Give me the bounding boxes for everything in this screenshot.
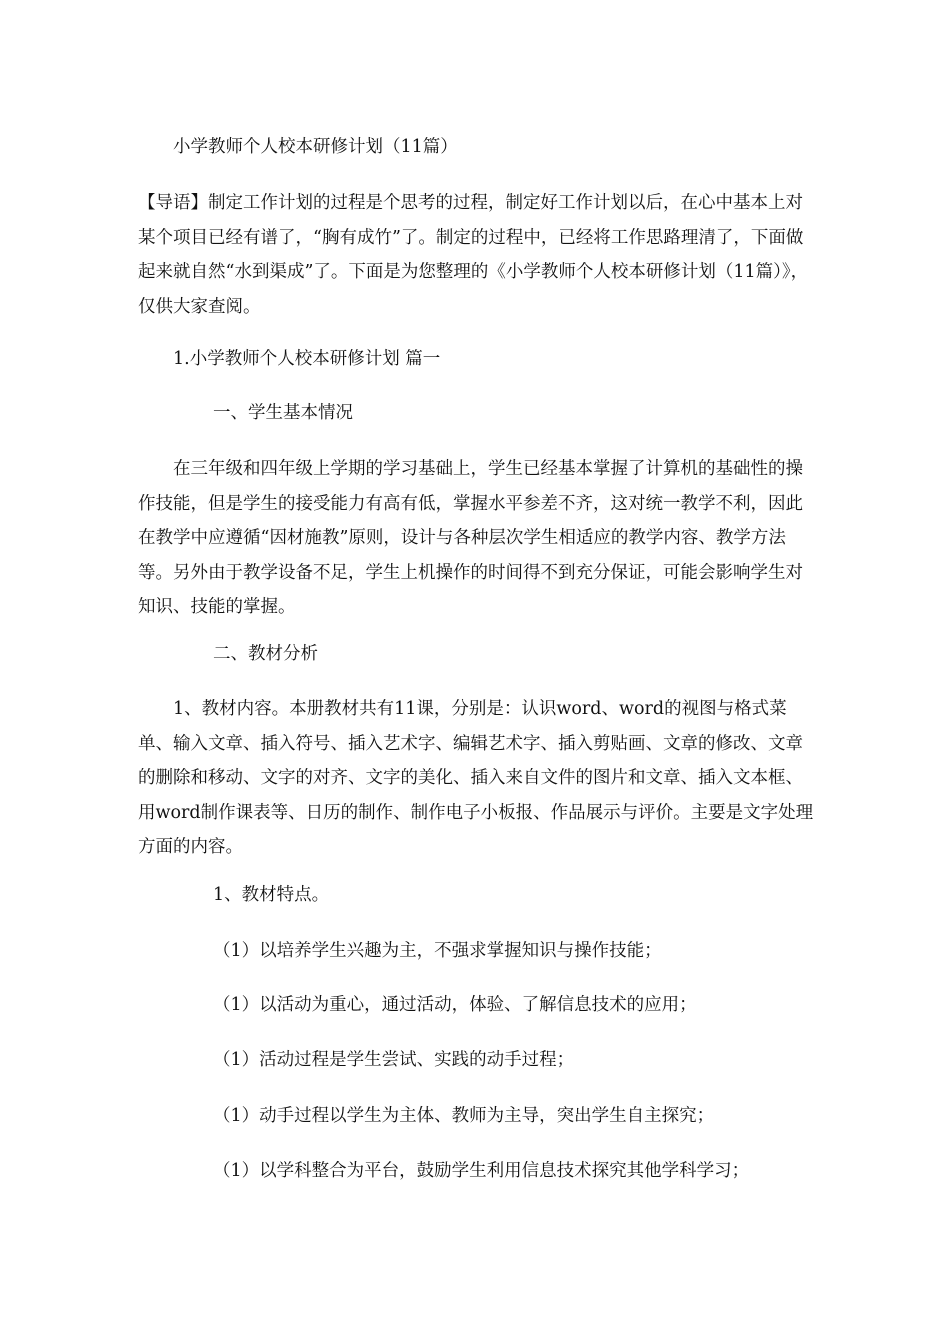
intro-paragraph: 【导语】制定工作计划的过程是个思考的过程，制定好工作计划以后，在心中基本上对某个项目已经有谱了，“胸有成竹”了。制定的过程中，已经将工作思路理清了，下面做起来就自然“水到渠成”了。下面是为您整理的《小学教师个人校本研修计划（11篇）》，仅供大家查阅。 [138, 193, 809, 317]
student-situation-paragraph: 在三年级和四年级上学期的学习基础上，学生已经基本掌握了计算机的基础性的操作技能，但是学生的接受能力有高有低，掌握水平参差不齐，这对统一教学不利，因此在教学中应遵循“因材施教”原则，设计与各种层次学生相适应的教学内容、教学方法等。另外由于教学设备不足，学生上机操作的时间得不到充分保证，可能会影响学生对知识、技能的掌握。 [138, 459, 803, 617]
list-item: （1）以活动为重心，通过活动，体验、了解信息技术的应用； [213, 995, 697, 1015]
section-heading: 1.小学教师个人校本研修计划 篇一 [173, 349, 441, 369]
document-title: 小学教师个人校本研修计划（11篇） [173, 137, 458, 157]
heading-textbook-analysis: 二、教材分析 [213, 644, 318, 664]
list-item: （1）以学科整合为平台，鼓励学生利用信息技术探究其他学科学习； [213, 1161, 750, 1181]
list-item: （1）动手过程以学生为主体、教师为主导，突出学生自主探究； [213, 1106, 715, 1126]
list-item: （1）以培养学生兴趣为主，不强求掌握知识与操作技能； [213, 941, 662, 961]
textbook-content-paragraph: 1、教材内容。本册教材共有11课，分别是：认识word、word的视图与格式菜单、输入文章、插入符号、插入艺术字、编辑艺术字、插入剪贴画、文章的修改、文章的删除和移动、文字的对齐、文字的美化、插入来自文件的图片和文章、插入文本框、用word制作课表等、日历的制作、制作电子小板报、作品展示与评价。主要是文字处理方面的内容。 [138, 699, 814, 857]
heading-textbook-features: 1、教材特点。 [213, 885, 330, 905]
list-item: （1）活动过程是学生尝试、实践的动手过程； [213, 1050, 575, 1070]
heading-student-situation: 一、学生基本情况 [213, 403, 353, 423]
